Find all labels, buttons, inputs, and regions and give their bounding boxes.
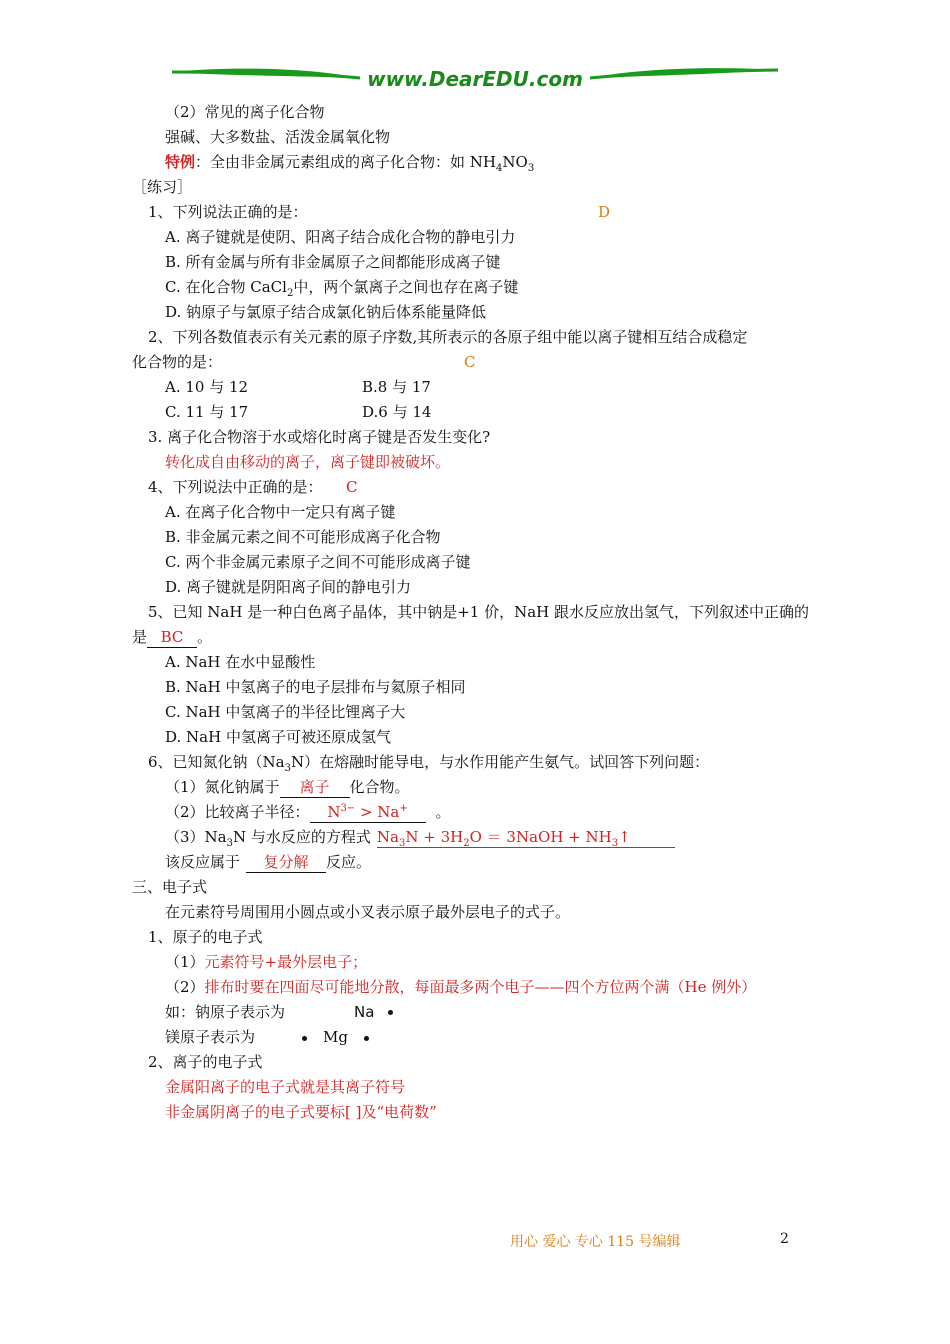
text-span: （3）Na (165, 828, 227, 846)
question-1: 1、下列说法正确的是： (148, 203, 308, 221)
electron-dot-icon (364, 1036, 369, 1041)
text-span: Na (354, 1003, 375, 1021)
text-span: 排布时要在四面尽可能地分散，每面最多两个电子——四个方位两个满（He 例外） (204, 978, 757, 996)
text-span: 。 (435, 803, 451, 821)
option: B.8 与 17 (362, 378, 431, 396)
subscript: 2 (463, 838, 470, 849)
answer-6-4: 复分解 (246, 852, 326, 873)
question-6-1 (165, 777, 410, 798)
text-span: （1） (165, 953, 205, 971)
section-heading: 三、电子式 (132, 878, 208, 896)
text-span: （2）比较离子半径： (165, 803, 310, 821)
text-span: N (327, 803, 341, 821)
superscript: 3− (340, 803, 356, 814)
text-span: C. 在化合物 CaCl (165, 278, 287, 296)
text-span: 该反应属于 (165, 853, 241, 871)
option: A. 离子键就是使阴、阳离子结合成化合物的静电引力 (165, 228, 516, 246)
text-span: 元素符号+最外层电子； (204, 953, 368, 971)
option: C. 11 与 17 (165, 403, 249, 421)
question-4: 4、下列说法中正确的是： (148, 478, 323, 496)
question-5-cont (132, 627, 212, 648)
text-span: N 与水反应的方程式 (233, 828, 371, 846)
text-span: （1）氮化钠属于 (165, 778, 280, 796)
option: C. NaH 中氢离子的半径比锂离子大 (165, 703, 406, 721)
subscript: 3 (611, 838, 619, 849)
question-6-4 (165, 852, 371, 873)
option: D. 离子键就是阴阳离子间的静电引力 (165, 578, 412, 596)
text-span: 中，两个氯离子之间也存在离子键 (293, 278, 519, 296)
example-na: 如：钠原子表示为 (165, 1003, 286, 1021)
text-line (165, 152, 534, 172)
ion-rule-1: 金属阳离子的电子式就是其离子符号 (165, 1078, 406, 1096)
text-span: > Na (355, 803, 400, 821)
text-span: 反应。 (326, 853, 372, 871)
question-6-2 (165, 802, 451, 823)
option (165, 277, 518, 297)
option: A. 在离子化合物中一定只有离子键 (165, 503, 396, 521)
text-span: ↑ (618, 828, 631, 846)
text-line: 强碱、大多数盐、活泼金属氧化物 (165, 128, 391, 146)
option: A. NaH 在水中显酸性 (165, 653, 316, 671)
answer-2: C (464, 353, 476, 371)
electron-formula-na (354, 1002, 393, 1022)
text-span: Mg (323, 1028, 348, 1046)
subscript: 3 (527, 163, 535, 174)
question-6-3 (165, 827, 675, 848)
electron-formula-mg (302, 1027, 369, 1047)
text-span: 是 (132, 628, 148, 646)
option: B. 所有金属与所有非金属原子之间都能形成离子键 (165, 253, 501, 271)
subscript: 2 (286, 288, 294, 299)
answer-3: 转化成自由移动的离子，离子键即被破坏。 (165, 453, 451, 471)
question-2: 2、下列各数值表示有关元素的原子序数,其所表示的各原子组中能以离子键相互结合成稳定 (148, 328, 748, 346)
answer-6-2 (310, 802, 426, 823)
site-logo: www.DearEDU.com (367, 67, 583, 91)
ion-rule-2: 非金属阴离子的电子式要标[ ]及“电荷数” (165, 1103, 437, 1121)
text-span: NO (502, 153, 528, 171)
answer-6-3 (377, 827, 675, 848)
text-span: （2） (165, 978, 205, 996)
example-mg: 镁原子表示为 (165, 1028, 256, 1046)
subscript: 4 (496, 163, 503, 174)
text-span: N）在熔融时能导电，与水作用能产生氨气。试回答下列问题： (291, 753, 710, 771)
text-span: 。 (197, 628, 213, 646)
option: A. 10 与 12 (165, 378, 249, 396)
special-label: 特例 (165, 153, 196, 171)
electron-dot-icon (388, 1010, 393, 1015)
rule-1 (165, 952, 367, 972)
rule-2 (165, 977, 756, 997)
header-banner (170, 62, 780, 96)
answer-5: BC (147, 627, 197, 648)
text-span: 6、已知氮化钠（Na (148, 753, 285, 771)
subscript: 3 (226, 838, 233, 849)
page-number: 2 (780, 1231, 789, 1247)
option: D.6 与 14 (362, 403, 432, 421)
definition: 在元素符号周围用小圆点或小叉表示原子最外层电子的式子。 (165, 903, 571, 921)
answer-4: C (346, 478, 358, 496)
subheading: 1、原子的电子式 (148, 928, 263, 946)
option: D. 钠原子与氯原子结合成氯化钠后体系能量降低 (165, 303, 487, 321)
text-span: O ＝ 3NaOH + NH (469, 828, 612, 846)
subscript: 3 (398, 838, 406, 849)
option: B. 非金属元素之间不可能形成离子化合物 (165, 528, 441, 546)
question-6 (148, 752, 709, 772)
subscript: 3 (284, 763, 291, 774)
question-5: 5、已知 NaH 是一种白色离子晶体，其中钠是+1 价，NaH 跟水反应放出氢气，下列叙述中正确的 (148, 603, 810, 621)
electron-dot-icon (302, 1036, 307, 1041)
subheading: 2、离子的电子式 (148, 1053, 263, 1071)
answer-6-1: 离子 (280, 777, 350, 798)
answer-1: D (598, 203, 611, 221)
superscript: + (399, 803, 408, 814)
text-span: 化合物。 (349, 778, 410, 796)
option: D. NaH 中氢离子可被还原成氢气 (165, 728, 391, 746)
option: B. NaH 中氢离子的电子层排布与氦原子相同 (165, 678, 466, 696)
footer-text: 用心 爱心 专心 115 号编辑 (510, 1234, 681, 1250)
text-line: （2）常见的离子化合物 (165, 103, 325, 121)
text-span: N + 3H (405, 828, 464, 846)
text-span: Na (376, 828, 399, 846)
question-2-cont: 化合物的是： (132, 353, 223, 371)
option: C. 两个非金属元素原子之间不可能形成离子键 (165, 553, 471, 571)
text-span: ：全由非金属元素组成的离子化合物：如 NH (195, 153, 496, 171)
question-3: 3. 离子化合物溶于水或熔化时离子键是否发生变化? (148, 428, 491, 446)
section-label: ［练习］ (132, 178, 193, 196)
